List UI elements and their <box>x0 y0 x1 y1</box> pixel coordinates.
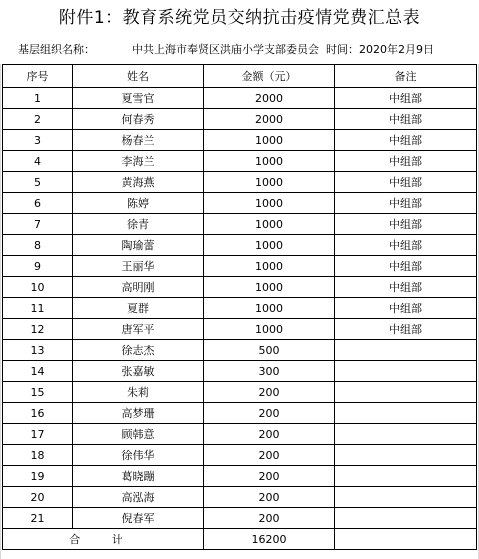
cell-amount: 1000 <box>204 298 335 319</box>
table-row <box>3 382 477 403</box>
cell-index: 14 <box>3 361 73 382</box>
cell-index: 2 <box>3 109 73 130</box>
cell-note: 中组部 <box>335 319 477 340</box>
cell-name: 徐志杰 <box>73 340 204 361</box>
cell-note: 中组部 <box>335 172 477 193</box>
cell-index: 12 <box>3 319 73 340</box>
column-header-name: 姓名 <box>73 65 204 88</box>
cell-index: 6 <box>3 193 73 214</box>
cell-note: 中组部 <box>335 235 477 256</box>
cell-amount: 200 <box>204 382 335 403</box>
cell-note <box>335 361 477 382</box>
cell-name: 杨春兰 <box>73 130 204 151</box>
cell-amount: 200 <box>204 508 335 529</box>
cell-name: 徐伟华 <box>73 445 204 466</box>
table-row <box>3 298 477 319</box>
table-row <box>3 403 477 424</box>
cell-name: 唐军平 <box>73 319 204 340</box>
cell-name: 何春秀 <box>73 109 204 130</box>
table-row <box>3 466 477 487</box>
cell-index: 20 <box>3 487 73 508</box>
cell-name: 高泓海 <box>73 487 204 508</box>
column-header-amount: 金额（元） <box>204 65 335 88</box>
cell-index: 7 <box>3 214 73 235</box>
cell-amount: 1000 <box>204 172 335 193</box>
cell-index: 11 <box>3 298 73 319</box>
cell-note: 中组部 <box>335 277 477 298</box>
cell-name: 高明刚 <box>73 277 204 298</box>
cell-name: 陶瑜蕾 <box>73 235 204 256</box>
cell-amount: 1000 <box>204 256 335 277</box>
cell-note: 中组部 <box>335 256 477 277</box>
org-name-label: 基层组织名称： <box>18 43 95 56</box>
cell-index: 3 <box>3 130 73 151</box>
cell-index: 9 <box>3 256 73 277</box>
cell-name: 李海兰 <box>73 151 204 172</box>
cell-note <box>335 424 477 445</box>
cell-index: 18 <box>3 445 73 466</box>
cell-name: 徐青 <box>73 214 204 235</box>
org-name-value: 中共上海市奉贤区洪庙小学支部委员会 <box>132 43 319 56</box>
table-row <box>3 319 477 340</box>
table-row <box>3 487 477 508</box>
cell-index: 19 <box>3 466 73 487</box>
cell-note: 中组部 <box>335 298 477 319</box>
table-row <box>3 214 477 235</box>
table-header-row <box>3 65 477 88</box>
page-title: 附件1：教育系统党员交纳抗击疫情党费汇总表 <box>58 8 421 28</box>
column-header-note: 备注 <box>335 65 477 88</box>
cell-note: 中组部 <box>335 214 477 235</box>
total-label: 合 计 <box>3 529 204 550</box>
cell-index: 8 <box>3 235 73 256</box>
cell-amount: 200 <box>204 403 335 424</box>
table-row <box>3 277 477 298</box>
cell-amount: 1000 <box>204 151 335 172</box>
cell-amount: 200 <box>204 424 335 445</box>
column-header-index: 序号 <box>3 65 73 88</box>
cell-note <box>335 382 477 403</box>
cell-amount: 1000 <box>204 235 335 256</box>
table-row <box>3 235 477 256</box>
total-row <box>3 529 477 550</box>
cell-index: 16 <box>3 403 73 424</box>
cell-note: 中组部 <box>335 151 477 172</box>
cell-index: 13 <box>3 340 73 361</box>
cell-note <box>335 487 477 508</box>
table-row <box>3 256 477 277</box>
table-row <box>3 508 477 529</box>
cell-amount: 1000 <box>204 214 335 235</box>
cell-name: 朱莉 <box>73 382 204 403</box>
table-row <box>3 88 477 109</box>
cell-name: 夏群 <box>73 298 204 319</box>
cell-amount: 1000 <box>204 277 335 298</box>
cell-amount: 200 <box>204 445 335 466</box>
table-row <box>3 193 477 214</box>
cell-amount: 200 <box>204 487 335 508</box>
total-amount: 16200 <box>204 529 335 550</box>
cell-note <box>335 403 477 424</box>
sheet-edge-left <box>0 64 1 559</box>
cell-amount: 2000 <box>204 109 335 130</box>
cell-name: 高梦珊 <box>73 403 204 424</box>
cell-index: 21 <box>3 508 73 529</box>
cell-note <box>335 466 477 487</box>
cell-note <box>335 445 477 466</box>
cell-amount: 1000 <box>204 319 335 340</box>
cell-note: 中组部 <box>335 130 477 151</box>
table-row <box>3 109 477 130</box>
cell-note: 中组部 <box>335 88 477 109</box>
cell-name: 黄海燕 <box>73 172 204 193</box>
total-note <box>335 529 477 550</box>
table-row <box>3 340 477 361</box>
table-row <box>3 361 477 382</box>
org-info-line <box>0 38 479 62</box>
cell-index: 4 <box>3 151 73 172</box>
table-row <box>3 445 477 466</box>
cell-amount: 300 <box>204 361 335 382</box>
cell-name: 夏雪官 <box>73 88 204 109</box>
cell-amount: 200 <box>204 466 335 487</box>
cell-index: 17 <box>3 424 73 445</box>
cell-amount: 2000 <box>204 88 335 109</box>
cell-index: 15 <box>3 382 73 403</box>
cell-note: 中组部 <box>335 109 477 130</box>
cell-index: 10 <box>3 277 73 298</box>
table-row <box>3 130 477 151</box>
cell-amount: 1000 <box>204 193 335 214</box>
cell-amount: 1000 <box>204 130 335 151</box>
cell-name: 陈婷 <box>73 193 204 214</box>
dues-summary-table <box>2 64 477 550</box>
cell-name: 张嘉敏 <box>73 361 204 382</box>
table-row <box>3 151 477 172</box>
cell-name: 倪春军 <box>73 508 204 529</box>
table-row <box>3 424 477 445</box>
table-row <box>3 172 477 193</box>
cell-amount: 500 <box>204 340 335 361</box>
cell-name: 葛晓蹦 <box>73 466 204 487</box>
cell-index: 5 <box>3 172 73 193</box>
cell-name: 王丽华 <box>73 256 204 277</box>
cell-name: 顾韩意 <box>73 424 204 445</box>
date-text: 时间：2020年2月9日 <box>326 43 434 56</box>
cell-note: 中组部 <box>335 193 477 214</box>
cell-note <box>335 508 477 529</box>
cell-note <box>335 340 477 361</box>
cell-index: 1 <box>3 88 73 109</box>
